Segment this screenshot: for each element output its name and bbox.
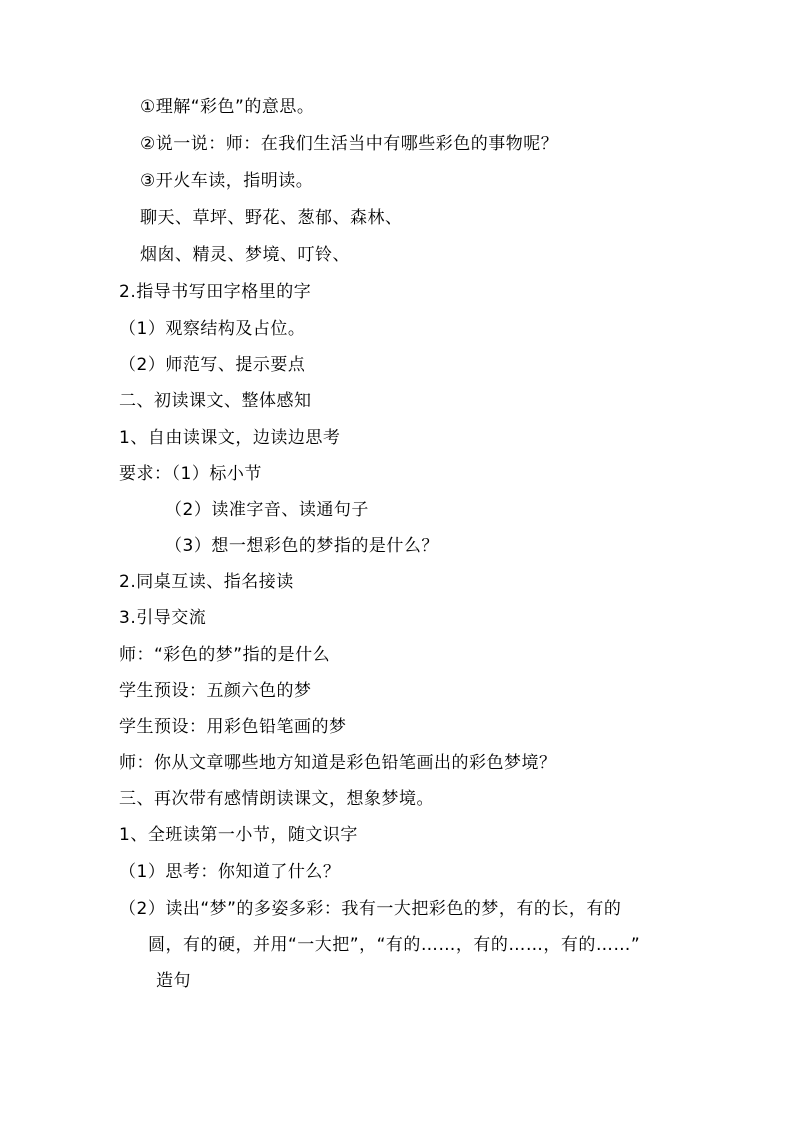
text-line: 三、再次带有感情朗读课文，想象梦境。 [119,789,434,809]
text-line: ③开火车读，指明读。 [140,171,314,191]
text-line: （1）观察结构及占位。 [119,319,306,339]
text-line: 学生预设：用彩色铅笔画的梦 [119,717,347,737]
text-line: ②说一说：师：在我们生活当中有哪些彩色的事物呢？ [140,134,559,154]
text-line: （3）想一想彩色的梦指的是什么？ [165,536,439,556]
text-line: （2）师范写、提示要点 [119,355,306,375]
text-line: 师：你从文章哪些地方知道是彩色铅笔画出的彩色梦境？ [119,753,557,773]
text-line: 3.引导交流 [119,608,207,628]
text-line: 要求：（1）标小节 [119,464,262,484]
text-line: 1、自由读课文，边读边思考 [119,428,341,448]
text-line: 烟囱、精灵、梦境、叮铃、 [140,245,350,265]
text-line: 师：“彩色的梦”指的是什么 [119,645,331,665]
text-line: 圆，有的硬，并用“一大把”，“有的……，有的……，有的……” [148,935,641,955]
text-line: 造句 [156,971,191,991]
text-line: 聊天、草坪、野花、葱郁、森林、 [140,208,403,228]
text-line: （2）读出“梦”的多姿多彩：我有一大把彩色的梦，有的长，有的 [119,899,622,919]
text-line: ①理解“彩色”的意思。 [140,97,315,117]
text-line: 2.指导书写田字格里的字 [119,282,312,302]
text-line: （2）读准字音、读通句子 [165,500,369,520]
text-line: 二、初读课文、整体感知 [119,391,312,411]
text-line: 2.同桌互读、指名接读 [119,572,294,592]
text-line: 学生预设：五颜六色的梦 [119,681,312,701]
text-line: （1）思考：你知道了什么？ [119,862,341,882]
text-line: 1、全班读第一小节，随文识字 [119,825,358,845]
